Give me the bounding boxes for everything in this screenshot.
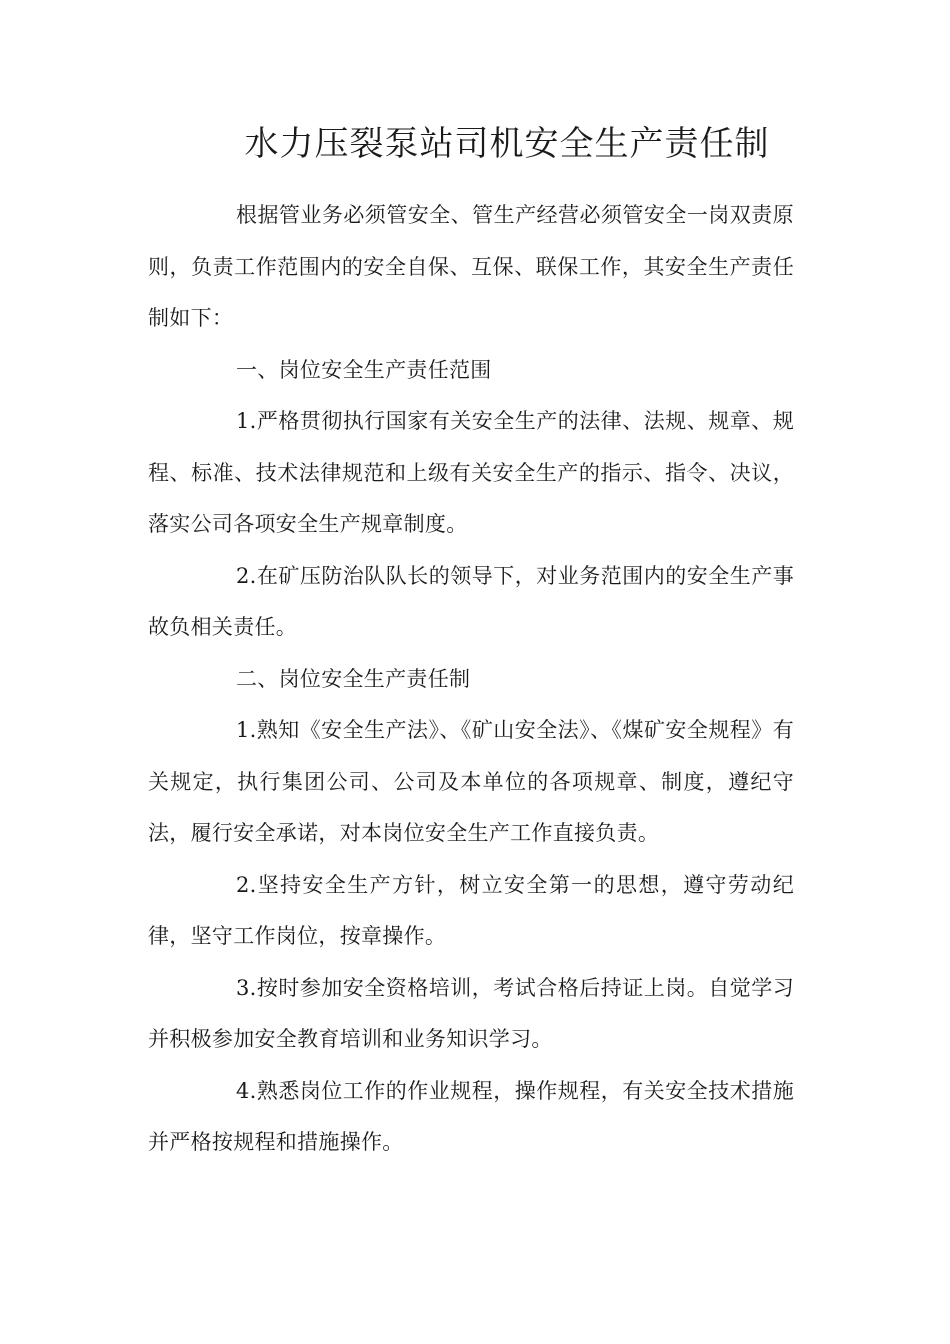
intro-paragraph: 根据管业务必须管安全、管生产经营必须管安全一岗双责原则，负责工作范围内的安全自保、互保、联保工作，其安全生产责任制如下： xyxy=(148,203,794,330)
section2-item-2: 2.坚持安全生产方针，树立安全第一的思想，遵守劳动纪律，坚守工作岗位，按章操作。 xyxy=(148,872,794,948)
section-heading-2: 二、岗位安全生产责任制 xyxy=(236,666,471,691)
section1-item-2: 2.在矿压防治队队长的领导下，对业务范围内的安全生产事故负相关责任。 xyxy=(148,563,794,639)
section2-item-3: 3.按时参加安全资格培训，考试合格后持证上岗。自觉学习并积极参加安全教育培训和业务知识学习。 xyxy=(148,975,794,1051)
section2-item-1: 1.熟知《安全生产法》、《矿山安全法》、《煤矿安全规程》有关规定，执行集团公司、公司及本单位的各项规章、制度，遵纪守法，履行安全承诺，对本岗位安全生产工作直接负责。 xyxy=(148,718,794,845)
section-heading-1: 一、岗位安全生产责任范围 xyxy=(236,357,492,382)
section2-item-4: 4.熟悉岗位工作的作业规程，操作规程，有关安全技术措施并严格按规程和措施操作。 xyxy=(148,1078,794,1154)
document-title: 水力压裂泵站司机安全生产责任制 xyxy=(244,124,770,164)
section1-item-1: 1.严格贯彻执行国家有关安全生产的法律、法规、规章、规程、标准、技术法律规范和上级有关安全生产的指示、指令、决议，落实公司各项安全生产规章制度。 xyxy=(148,409,794,536)
document-body xyxy=(148,190,794,1169)
